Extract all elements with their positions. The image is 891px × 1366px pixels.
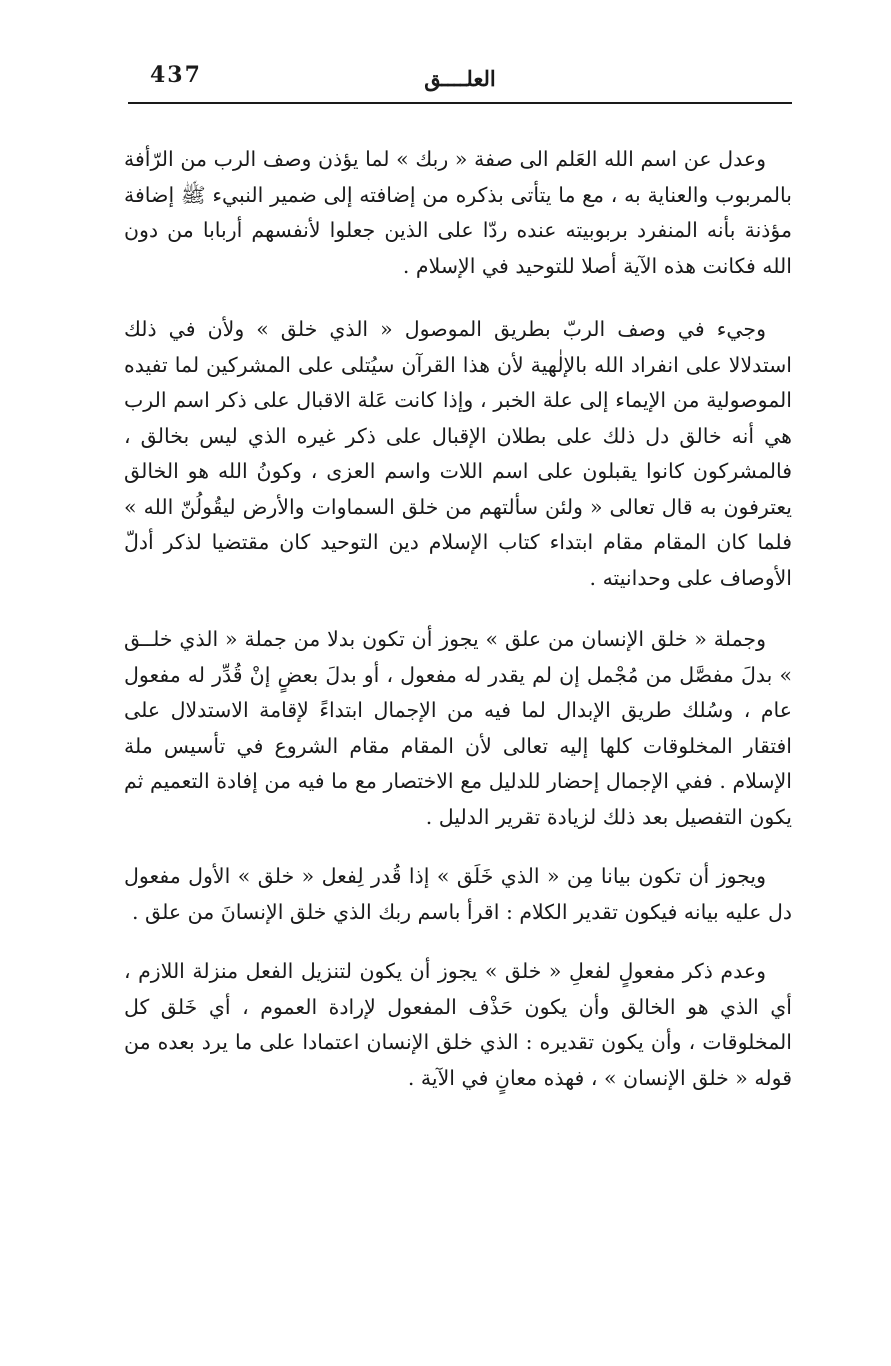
paragraph: ويجوز أن تكون بيانا مِن « الذي خَلَق » إذا قُدر لِفعل « خلق » الأول مفعول دل عليه بيانه فيكون تقدير الكلام : اقرأ باسم ربك الذي خلق الإنسانَ من علق . [124,864,792,924]
paragraph: وعدم ذكر مفعولٍ لفعلِ « خلق » يجوز أن يكون لتنزيل الفعل منزلة اللازم ، أي الذي هو الخالق وأن يكون حَذْف المفعول لإرادة العموم ، أي خَلق كل المخلوقات ، وأن يكون تقديره : الذي خلق الإنسان اعتمادا على ما يرد بعده من قوله « خلق الإنسان » ، فهذه معانٍ في الآية . [124,959,792,1090]
paragraph: وجملة « خلق الإنسان من علق » يجوز أن تكون بدلا من جملة « الذي خلــق » بدلَ مفصَّل من مُجْمل إن لم يقدر له مفعول ، أو بدلَ بعضٍ إنْ قُدِّر له مفعول عام ، وسُلك طريق الإبدال لما فيه من الإجمال ابتداءً لإقامة الاستدلال على افتقار المخلوقات كلها إليه تعالى لأن المقام مقام الشروع في تأسيس ملة الإسلام . ففي الإجمال إحضار للدليل مع الاختصار مع ما فيه من إفادة التعميم ثم يكون التفصيل بعد ذلك لزيادة تقرير الدليل . [124,627,792,829]
running-title: العلــــق [424,66,496,91]
page-body [124,142,792,1096]
page-number: 437 [150,62,202,88]
page-header [128,58,792,104]
paragraph: وجيء في وصف الربّ بطريق الموصول « الذي خلق » ولأن في ذلك استدلالا على انفراد الله بالإلٰهية لأن هذا القرآن سيُتلى على المشركين لما تفيده الموصولية من الإيماء إلى علة الخبر ، وإذا كانت عَلة الاقبال على ذكر اسم الرب هي أنه خالق دل ذلك على بطلان الإقبال على ذكر غيره الذي ليس بخالق ، فالمشركون كانوا يقبلون على اسم اللات واسم العزى ، وكونُ الله هو الخالق يعترفون به قال تعالى « ولئن سألتهم من خلق السماوات والأرض ليقُولُنّ الله » فلما كان المقام مقام ابتداء كتاب الإسلام دين التوحيد كان مقتضيا لذكر أدلّ الأوصاف على وحدانيته . [124,317,792,590]
paragraph: وعدل عن اسم الله العَلم الى صفة « ربك » لما يؤذن وصف الرب من الرّأفة بالمربوب والعناية به ، مع ما يتأتى بذكره من إضافته إلى ضمير النبيء ﷺ إضافة مؤذنة بأنه المنفرد بربوبيته عنده ردّا على الذين جعلوا لأنفسهم أربابا من دون الله فكانت هذه الآية أصلا للتوحيد في الإسلام . [124,147,792,278]
